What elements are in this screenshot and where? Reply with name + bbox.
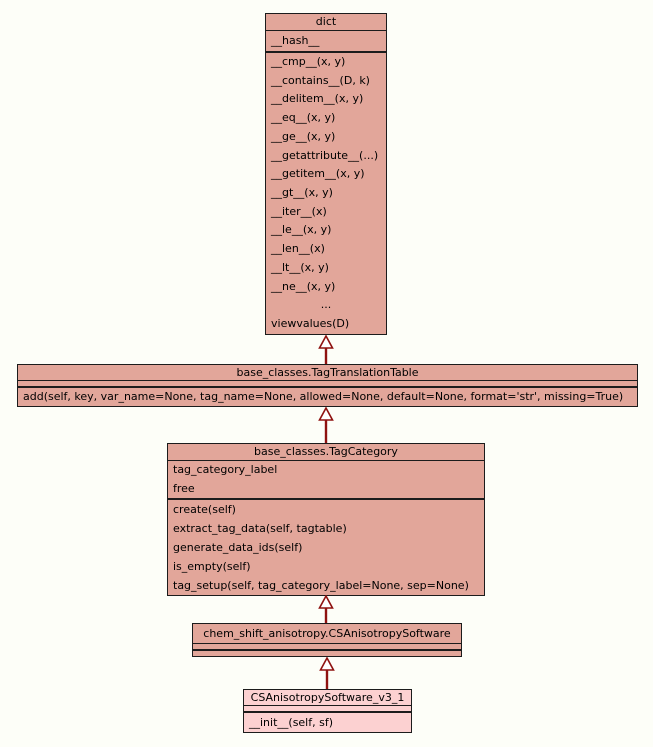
method-row: __delitem__(x, y) <box>271 92 364 106</box>
class-title: base_classes.TagCategory <box>168 444 484 461</box>
attributes-compartment <box>266 31 386 51</box>
class-box-csanisotropysoftware-v3-1 <box>243 689 412 733</box>
method-row: extract_tag_data(self, tagtable) <box>173 522 347 535</box>
method-row: tag_setup(self, tag_category_label=None, sep=None) <box>173 579 469 592</box>
attributes-compartment <box>168 461 484 498</box>
empty-methods <box>193 651 461 656</box>
method-row: __contains__(D, k) <box>271 73 370 87</box>
class-title: CSAnisotropySoftware_v3_1 <box>244 690 411 706</box>
method-row: __eq__(x, y) <box>271 111 336 125</box>
method-row: add(self, key, var_name=None, tag_name=None, allowed=None, default=None, format='str', missing=True) <box>23 390 624 403</box>
method-row: __lt__(x, y) <box>271 260 329 274</box>
attribute-row: __hash__ <box>271 34 320 47</box>
methods-compartment <box>168 498 484 595</box>
inheritance-arrow <box>318 407 334 443</box>
class-box-dict <box>265 13 387 335</box>
methods-compartment <box>18 386 637 406</box>
inheritance-arrow <box>318 335 334 364</box>
method-row: __len__(x) <box>271 242 325 256</box>
inheritance-arrow <box>319 657 335 689</box>
attribute-row: tag_category_label <box>173 463 278 476</box>
method-row: generate_data_ids(self) <box>173 541 303 554</box>
method-row: __getitem__(x, y) <box>271 167 365 181</box>
class-title: chem_shift_anisotropy.CSAnisotropySoftware <box>193 624 461 644</box>
method-row: __le__(x, y) <box>271 223 332 237</box>
method-row: __iter__(x) <box>271 204 327 218</box>
inheritance-arrow <box>318 595 334 623</box>
methods-compartment <box>244 711 411 732</box>
method-row: __ge__(x, y) <box>271 129 336 143</box>
method-row: __gt__(x, y) <box>271 186 333 200</box>
class-box-tagtranslationtable <box>17 364 638 407</box>
attribute-row: free <box>173 481 195 495</box>
method-row: __cmp__(x, y) <box>271 55 346 68</box>
class-box-tagcategory <box>167 443 485 596</box>
method-row: is_empty(self) <box>173 560 251 573</box>
class-box-csanisotropysoftware <box>192 623 462 657</box>
method-row: create(self) <box>173 503 236 516</box>
methods-compartment <box>266 51 386 334</box>
ellipsis-row: ... <box>320 298 332 312</box>
methods-compartment <box>193 649 461 656</box>
method-row: __init__(self, sf) <box>249 716 334 729</box>
method-row: __ne__(x, y) <box>271 279 336 293</box>
method-row: viewvalues(D) <box>271 317 350 331</box>
class-title: dict <box>266 14 386 31</box>
class-title: base_classes.TagTranslationTable <box>18 365 637 381</box>
method-row: __getattribute__(...) <box>271 148 379 162</box>
